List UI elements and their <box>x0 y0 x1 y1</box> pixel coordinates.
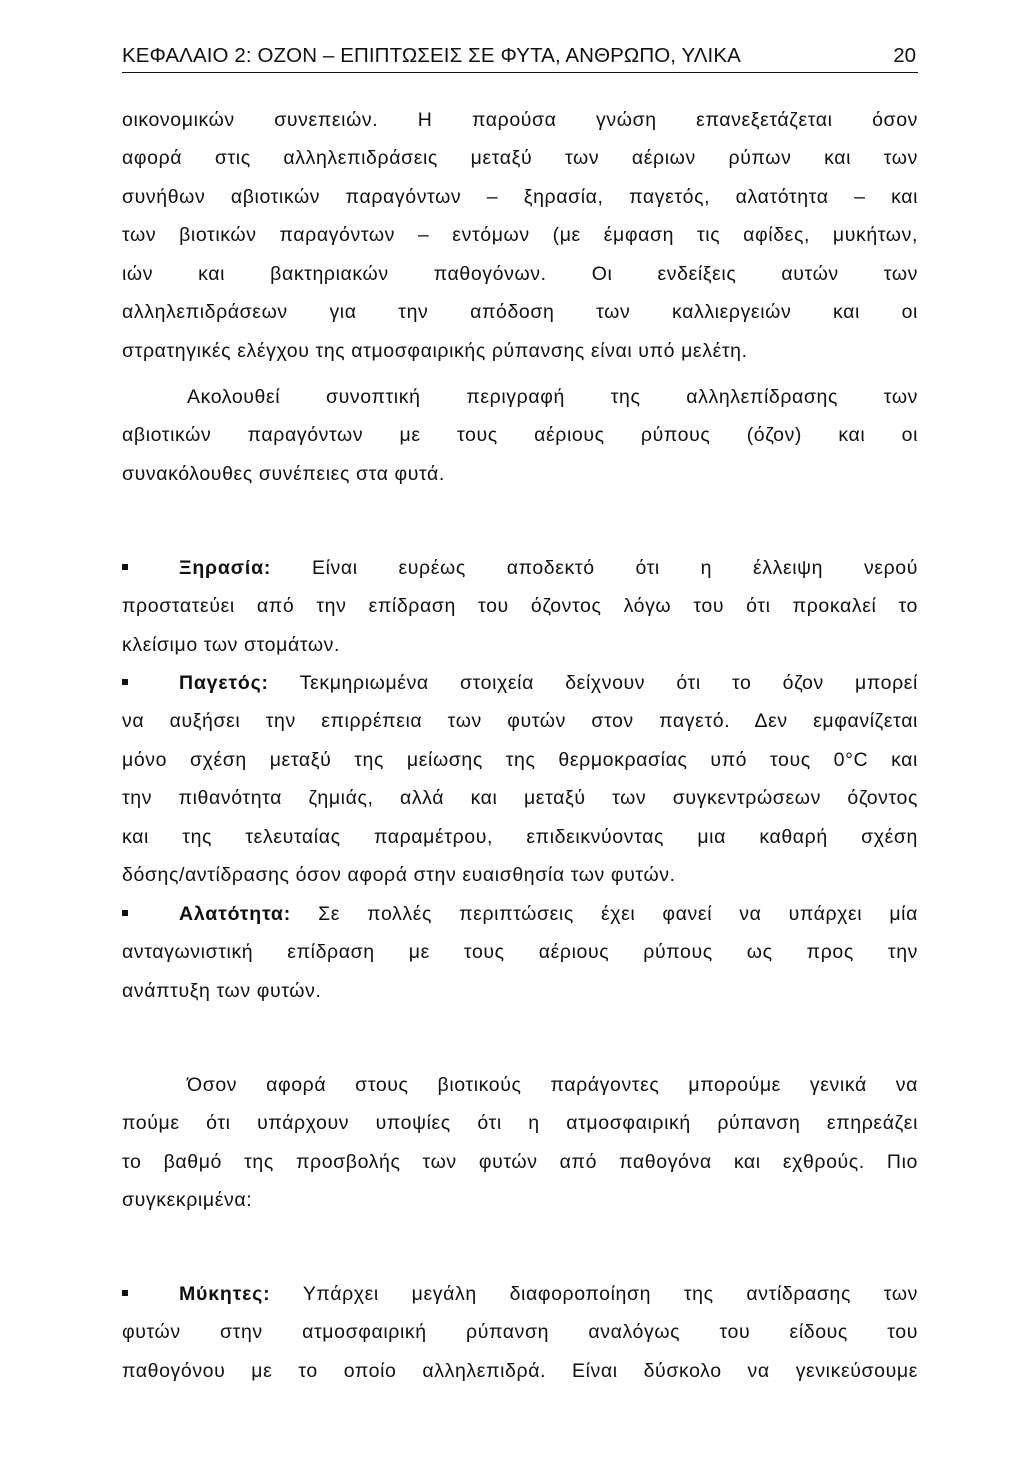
bullet-icon <box>122 564 128 570</box>
bullet-item-frost: Παγετός: Τεκμηριωμένα στοιχεία δείχνουν ότι το όζον μπορεί <box>122 670 918 696</box>
term-fungi: Μύκητες: <box>179 1283 271 1305</box>
bullet-item-fungi: Μύκητες: Υπάρχει μεγάλη διαφοροποίηση της αντίδρασης των <box>122 1281 918 1307</box>
chapter-title: ΚΕΦΑΛΑΙΟ 2: ΟΖΟΝ – ΕΠΙΠΤΩΣΕΙΣ ΣΕ ΦΥΤΑ, ΑΝΘΡΩΠΟ, ΥΛΙΚΑ <box>122 44 741 67</box>
bullet-icon <box>122 1290 128 1296</box>
paragraph-line: ιών και βακτηριακών παθογόνων. Οι ενδείξεις αυτών των <box>122 263 918 285</box>
bullet-item-salinity: Αλατότητα: Σε πολλές περιπτώσεις έχει φανεί να υπάρχει μία <box>122 901 918 927</box>
bullet-item-drought: Ξηρασία: Είναι ευρέως αποδεκτό ότι η έλλειψη νερού <box>122 555 918 581</box>
paragraph-line: συγκεκριμένα: <box>122 1189 253 1211</box>
paragraph-line: και της τελευταίας παραμέτρου, επιδεικνύοντας μια καθαρή σχέση <box>122 826 918 848</box>
paragraph-line: ανάπτυξη των φυτών. <box>122 980 322 1002</box>
term-frost: Παγετός: <box>179 672 269 694</box>
paragraph-line: την πιθανότητα ζημιάς, αλλά και μεταξύ των συγκεντρώσεων όζοντος <box>122 787 918 809</box>
paragraph-line: Ακολουθεί συνοπτική περιγραφή της αλληλεπίδρασης των <box>187 386 918 408</box>
term-salinity: Αλατότητα: <box>179 903 292 925</box>
paragraph-line: των βιοτικών παραγόντων – εντόμων (με έμφαση τις αφίδες, μυκήτων, <box>122 224 918 246</box>
bullet-icon <box>122 679 128 685</box>
paragraph-line: οικονομικών συνεπειών. Η παρούσα γνώση επανεξετάζεται όσον <box>122 109 918 131</box>
paragraph-line: συνακόλουθες συνέπειες στα φυτά. <box>122 463 445 485</box>
paragraph-line: αλληλεπιδράσεων για την απόδοση των καλλιεργειών και οι <box>122 301 918 323</box>
page-number: 20 <box>893 44 916 67</box>
paragraph-line: να αυξήσει την επιρρέπεια των φυτών στον παγετό. Δεν εμφανίζεται <box>122 710 918 732</box>
paragraph-line: μόνο σχέση μεταξύ της μείωσης της θερμοκρασίας υπό τους 0°C και <box>122 749 918 771</box>
paragraph-line: στρατηγικές ελέγχου της ατμοσφαιρικής ρύπανσης είναι υπό μελέτη. <box>122 340 748 362</box>
term-drought: Ξηρασία: <box>179 557 272 579</box>
page-header <box>122 42 918 73</box>
paragraph-line: συνήθων αβιοτικών παραγόντων – ξηρασία, παγετός, αλατότητα – και <box>122 186 918 208</box>
bullet-icon <box>122 910 128 916</box>
paragraph-line: πούμε ότι υπάρχουν υποψίες ότι η ατμοσφαιρική ρύπανση επηρεάζει <box>122 1112 918 1134</box>
paragraph-line: το βαθμό της προσβολής των φυτών από παθογόνα και εχθρούς. Πιο <box>122 1151 918 1173</box>
paragraph-line: αβιοτικών παραγόντων με τους αέριους ρύπους (όζον) και οι <box>122 424 918 446</box>
paragraph-line: δόσης/αντίδρασης όσον αφορά στην ευαισθησία των φυτών. <box>122 864 676 886</box>
paragraph-line: κλείσιμο των στομάτων. <box>122 634 341 656</box>
paragraph-line: αφορά στις αλληλεπιδράσεις μεταξύ των αέριων ρύπων και των <box>122 147 918 169</box>
paragraph-line: προστατεύει από την επίδραση του όζοντος λόγω του ότι προκαλεί το <box>122 595 918 617</box>
paragraph-line: φυτών στην ατμοσφαιρική ρύπανση αναλόγως του είδους του <box>122 1321 918 1343</box>
paragraph-line: Όσον αφορά στους βιοτικούς παράγοντες μπορούμε γενικά να <box>187 1074 918 1096</box>
paragraph-line: ανταγωνιστική επίδραση με τους αέριους ρύπους ως προς την <box>122 941 918 963</box>
paragraph-line: παθογόνου με το οποίο αλληλεπιδρά. Είναι δύσκολο να γενικεύσουμε <box>122 1360 918 1382</box>
